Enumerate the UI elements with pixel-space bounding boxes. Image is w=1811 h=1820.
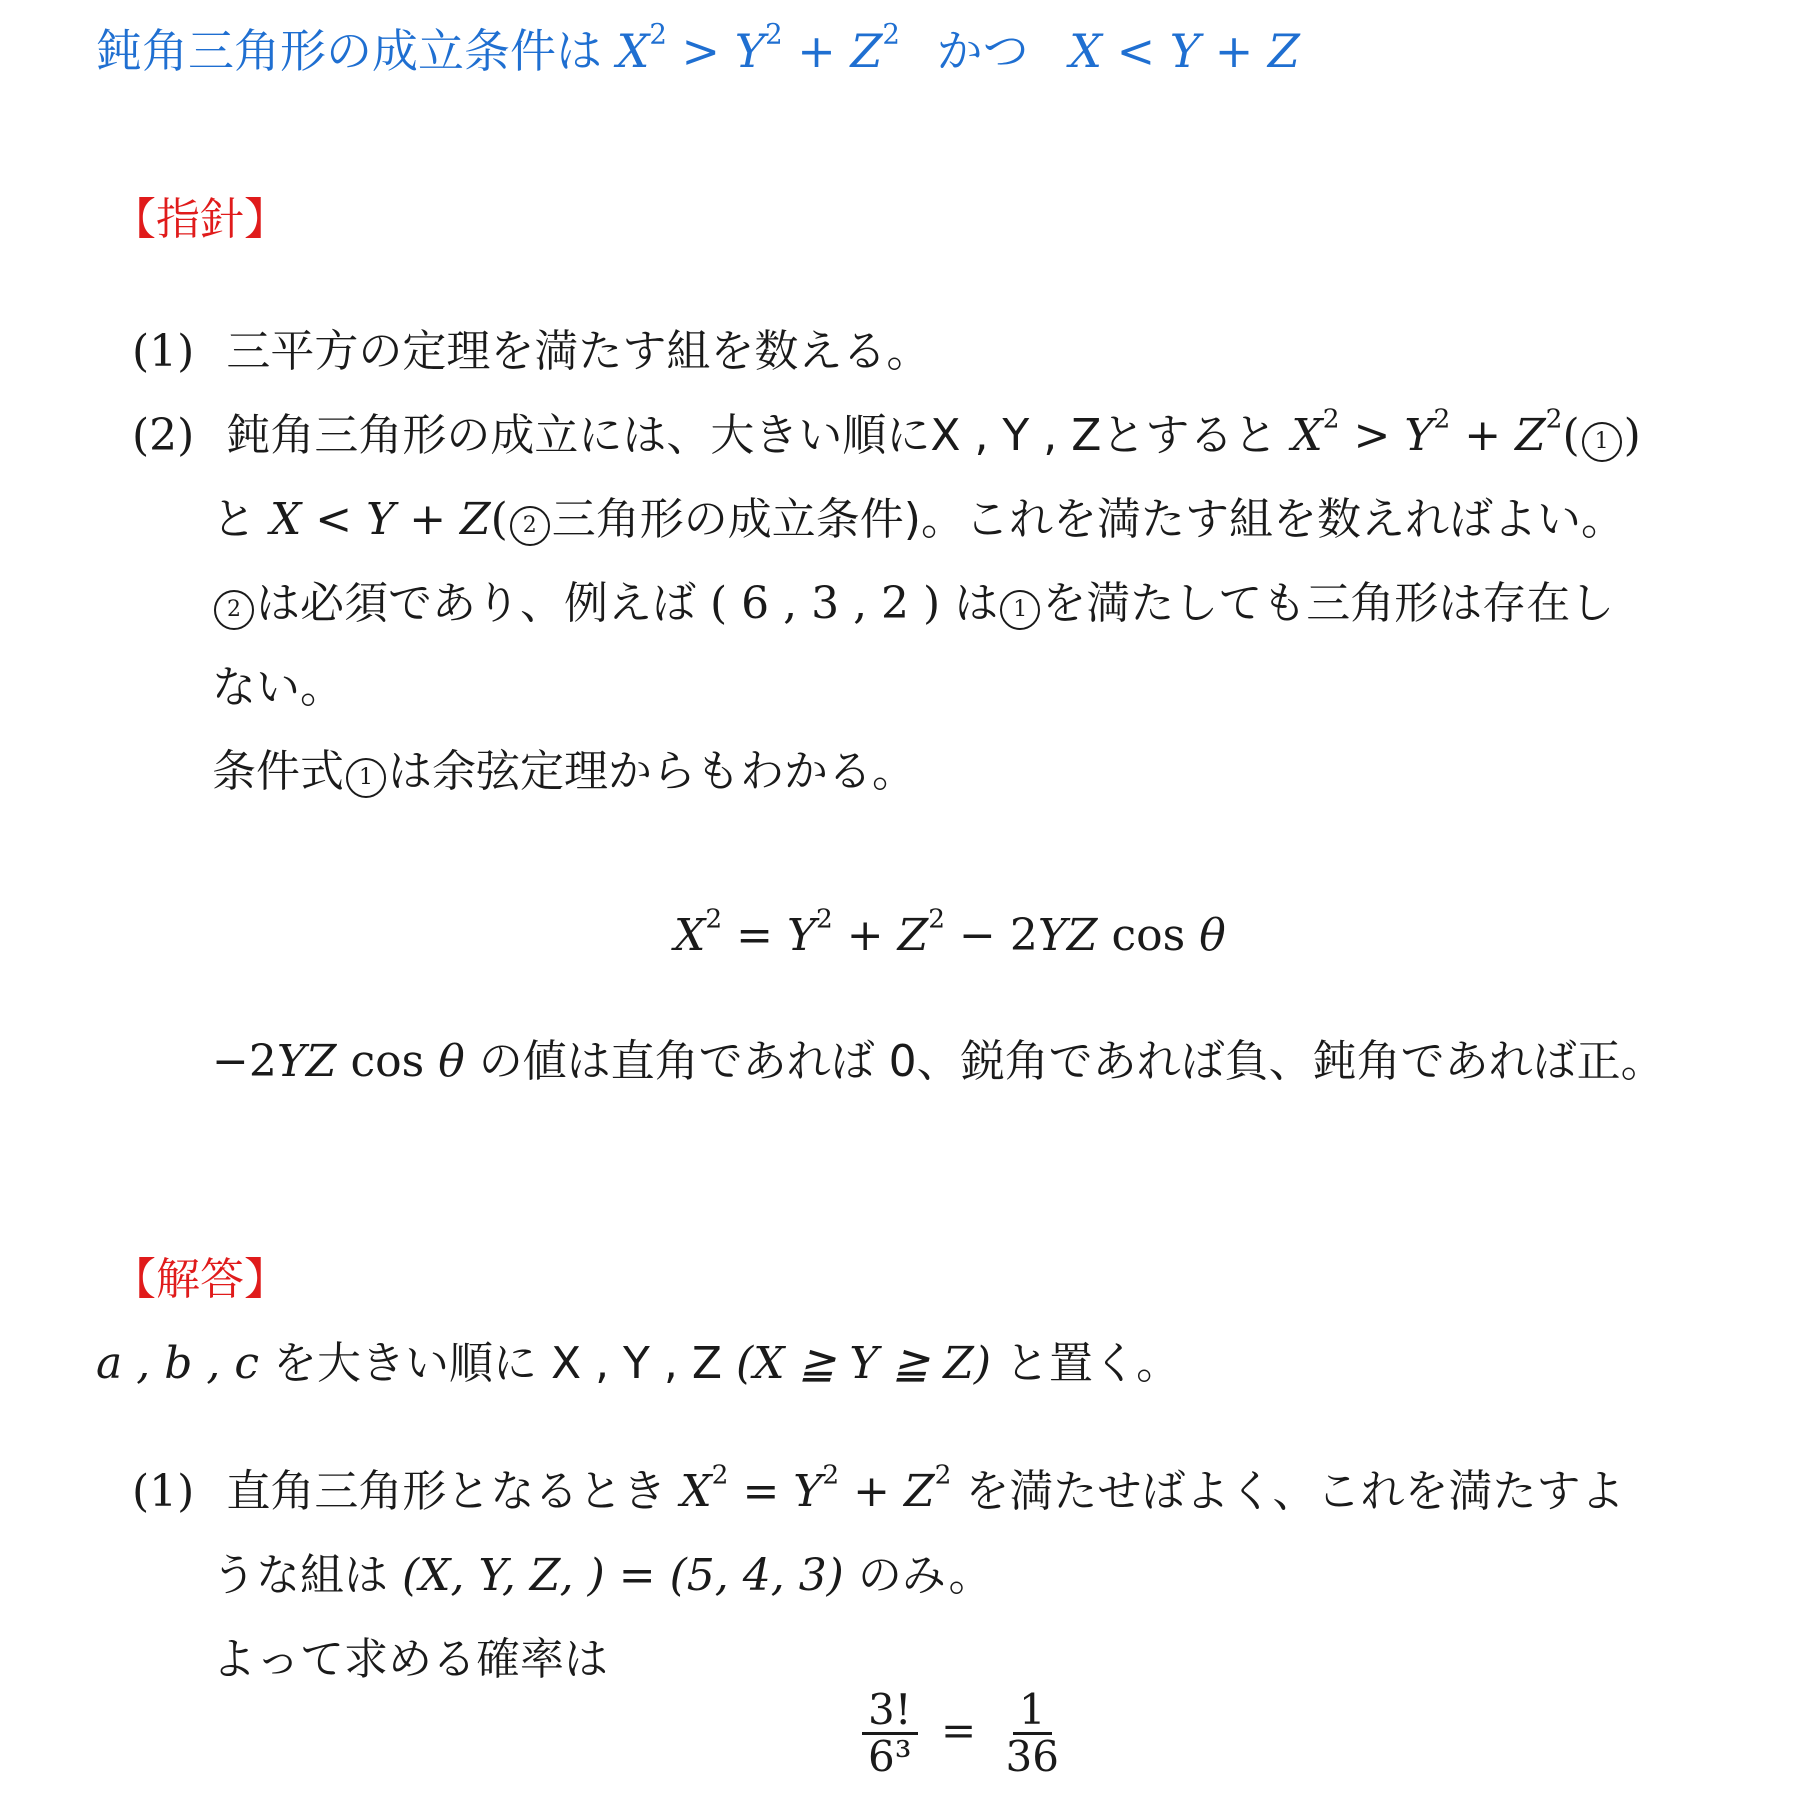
shishin-item-2-line-5 <box>212 748 916 798</box>
kaitou-item-1-line-2 <box>212 1552 993 1600</box>
circled-number-2: 2 <box>214 590 254 630</box>
example-tuple: ( 6 , 3 , 2 ) <box>710 578 941 629</box>
item-text: は <box>954 578 999 629</box>
item-text: 三角形の成立条件)。これを満たす組を数えればよい。 <box>551 494 1625 545</box>
fraction-right-numerator: 1 <box>1013 1688 1052 1735</box>
item-label: (1) <box>132 326 195 377</box>
item-text: と <box>212 494 256 545</box>
title-condition-a: $X^2 > Y^2 + Z^2$ <box>602 17 900 78</box>
item-text: は余弦定理からもわかる。 <box>388 746 916 797</box>
kaitou-item-1-line-1 <box>132 1459 1625 1517</box>
item-text: を満たしても三角形は存在し <box>1042 578 1615 629</box>
item-text: は必須であり、例えば <box>256 578 696 629</box>
circled-number-1: 1 <box>346 758 386 798</box>
pythagorean-formula: $X^2 = Y^2 + Z^2$ <box>680 1459 952 1517</box>
fraction-right-denominator: 36 <box>1005 1732 1059 1782</box>
kaitou-heading: 【解答】 <box>112 1254 288 1305</box>
item-label: (2) <box>132 410 195 461</box>
fraction-left-numerator: 3! <box>862 1688 918 1735</box>
shishin-heading: 【指針】 <box>112 194 288 245</box>
circled-number-1: 1 <box>1582 422 1622 462</box>
intro-text: を大きい順に X , Y , Z <box>272 1338 723 1389</box>
shishin-item-2-line-3 <box>212 580 1614 630</box>
page-title <box>96 17 1300 78</box>
kaitou-intro <box>96 1340 1180 1388</box>
item-text: を満たせばよく、これを満たすよ <box>965 1466 1625 1517</box>
item-text: 鈍角三角形の成立には、大きい順にX , Y , Zとすると <box>226 410 1278 461</box>
title-conj: かつ <box>936 24 1029 78</box>
item-text: 条件式 <box>212 746 344 797</box>
shishin-item-2-line-1: (2) 鈍角三角形の成立には、大きい順にX , Y , Zとすると $X^2 > Y^2 + Z^2$( 1 ) <box>132 403 1641 461</box>
item-text: 三平方の定理を満たす組を数える。 <box>226 326 931 377</box>
equals-sign: = <box>940 1705 977 1755</box>
kaitou-item-1-line-3: よって求める確率は <box>212 1634 608 1685</box>
shishin-item-1 <box>132 328 930 376</box>
circled-number-2: 2 <box>510 506 550 546</box>
cosine-sign-note <box>212 1038 1665 1086</box>
fraction-right <box>1000 1685 1065 1782</box>
note-term: −2YZ cos θ <box>212 1036 465 1087</box>
note-text: の値は直角であれば 0、鋭角であれば負、鈍角であれば正。 <box>478 1036 1665 1087</box>
shishin-item-2-line-4: ない。 <box>212 662 344 713</box>
item-text: のみ。 <box>857 1550 993 1601</box>
fraction-left <box>862 1685 918 1782</box>
circled-number-1: 1 <box>1000 590 1040 630</box>
intro-text: と置く。 <box>1005 1338 1181 1389</box>
item-text: うな組は <box>212 1550 388 1601</box>
solution-tuple: (X, Y, Z, ) = (5, 4, 3) <box>402 1550 844 1601</box>
item-text: 直角三角形となるとき <box>226 1466 667 1517</box>
shishin-item-2-line-2: と X < Y + Z( 2 三角形の成立条件)。これを満たす組を数えればよい。 <box>212 494 1625 545</box>
title-condition-b: X < Y + Z <box>1069 24 1300 78</box>
title-text: 鈍角三角形の成立条件は <box>96 24 602 78</box>
item-label: (1) <box>132 1466 195 1517</box>
condition-2-formula: X < Y + Z <box>270 494 491 545</box>
fraction-left-denominator: 6³ <box>868 1732 912 1782</box>
cosine-law-formula: $X^2 = Y^2 + Z^2 - 2YZ$ cos θ <box>674 903 1226 961</box>
intro-condition: (X ≧ Y ≧ Z) <box>736 1338 992 1389</box>
intro-vars: a , b , c <box>96 1338 259 1389</box>
probability-formula <box>862 1685 1065 1782</box>
condition-1-formula: $X^2 > Y^2 + Z^2$ <box>1291 403 1563 461</box>
